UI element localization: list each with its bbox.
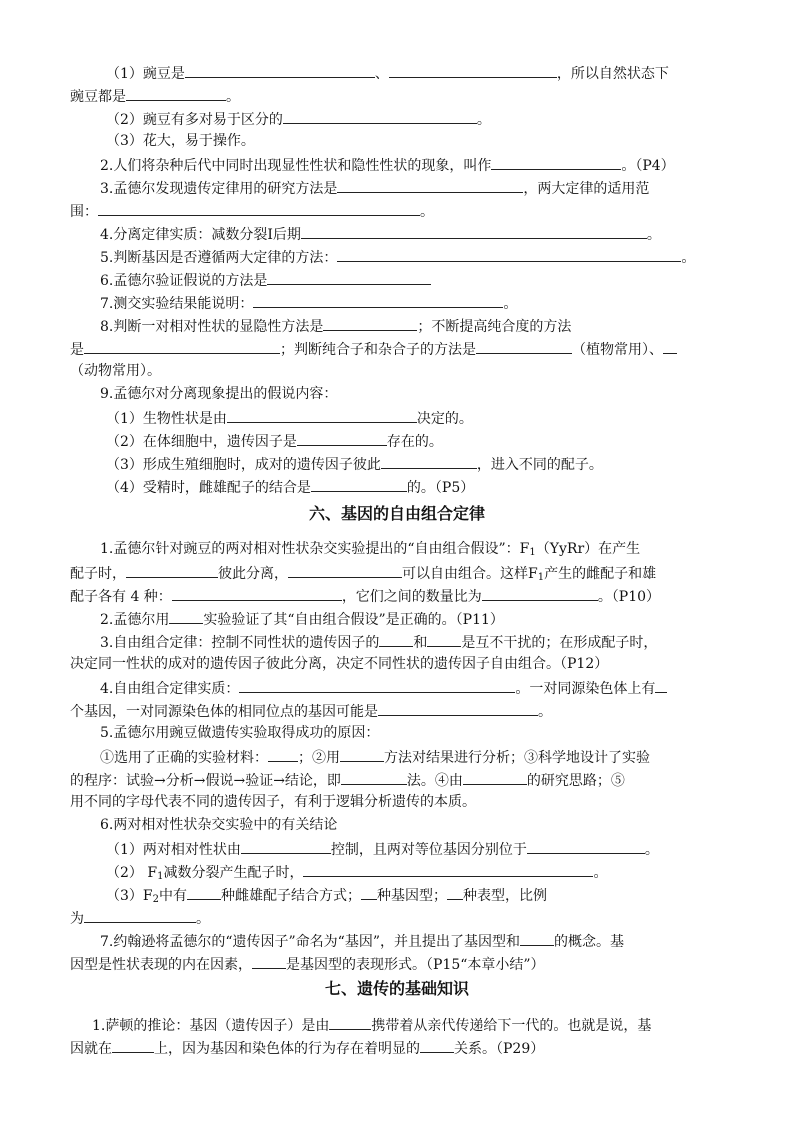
text-line: 7.测交实验结果能说明： 。 <box>100 292 517 312</box>
answer-blank[interactable] <box>463 769 527 785</box>
text-line: （1）两对相对性状由 控制，且两对等位基因分别位于 。 <box>106 838 659 858</box>
answer-blank[interactable] <box>84 907 196 923</box>
text-line: 豌豆都是 。 <box>70 85 240 105</box>
text-line: （3）花大，易于操作。 <box>106 133 255 149</box>
text-line: （1）豌豆是 、 ，所以自然状态下 <box>106 62 669 82</box>
answer-blank[interactable] <box>427 631 461 647</box>
answer-blank[interactable] <box>112 1037 154 1053</box>
text-line: 5.判断基因是否遵循两大定律的方法： 。 <box>100 246 695 266</box>
answer-blank[interactable] <box>323 315 417 331</box>
answer-blank[interactable] <box>361 884 377 900</box>
answer-blank[interactable] <box>329 1014 371 1030</box>
answer-blank[interactable] <box>389 62 557 78</box>
text-line: ①选用了正确的实验材料： ；②用 方法对结果进行分析；③科学地设计了实验 <box>100 746 650 766</box>
text-line: 因就在 上，因为基因和染色体的行为存在着明显的 关系。（P29） <box>70 1037 544 1057</box>
text-line: 1.萨顿的推论：基因（遗传因子）是由 携带着从亲代传递给下一代的。也就是说，基 <box>92 1014 651 1034</box>
answer-blank[interactable] <box>126 85 226 101</box>
answer-blank[interactable] <box>378 700 538 716</box>
answer-blank[interactable] <box>476 338 572 354</box>
text-line: 为 。 <box>70 907 210 927</box>
answer-blank[interactable] <box>340 746 384 762</box>
answer-blank[interactable] <box>169 608 203 624</box>
answer-blank[interactable] <box>447 884 463 900</box>
text-line: 2.孟德尔用 实验验证了其“自由组合假设”是正确的。（P11） <box>100 608 504 628</box>
answer-blank[interactable] <box>337 246 681 262</box>
text-line: （3）形成生殖细胞时，成对的遗传因子彼此 ，进入不同的配子。 <box>106 453 603 473</box>
text-line: 3.孟德尔发现遗传定律用的研究方法是 ，两大定律的适用范 <box>100 177 649 197</box>
answer-blank[interactable] <box>227 407 417 423</box>
answer-blank[interactable] <box>297 430 387 446</box>
answer-blank[interactable] <box>520 930 554 946</box>
answer-blank[interactable] <box>491 154 621 170</box>
answer-blank[interactable] <box>655 677 667 693</box>
section-heading: 六、基因的自由组合定律 <box>308 504 485 523</box>
answer-blank[interactable] <box>379 631 413 647</box>
text-line: 配子各有 4 种： ，它们之间的数量比为 。（P10） <box>70 585 660 605</box>
text-line: （4）受精时，雌雄配子的结合是 的。（P5） <box>106 476 474 496</box>
text-line: 的程序：试验→分析→假说→验证→结论，即 法。④由 的研究思路；⑤ <box>70 769 625 789</box>
answer-blank[interactable] <box>185 62 375 78</box>
answer-blank[interactable] <box>527 838 645 854</box>
text-line: 个基因，一对同源染色体的相同位点的基因可能是 。 <box>70 700 552 720</box>
answer-blank[interactable] <box>126 562 218 578</box>
text-line: （2）在体细胞中，遗传因子是 存在的。 <box>106 430 443 450</box>
text-line: 3.自由组合定律：控制不同性状的遗传因子的 和 是互不干扰的；在形成配子时， <box>100 631 657 651</box>
text-line: 6.两对相对性状杂交实验中的有关结论 <box>100 817 338 833</box>
answer-blank[interactable] <box>341 769 407 785</box>
answer-blank[interactable] <box>268 746 298 762</box>
text-line: 7.约翰逊将孟德尔的“遗传因子”命名为“基因”，并且提出了基因型和 的概念。基 <box>100 930 624 950</box>
text-line: $(3)F_2$中有 种雌雄配子结合方式； 种基因型； 种表型，比例 <box>106 884 547 904</box>
section-heading: 七、遗传的基础知识 <box>324 979 469 998</box>
answer-blank[interactable] <box>239 677 515 693</box>
text-line: 2.人们将杂种后代中同时出现显性性状和隐性性状的现象，叫作 。（P4） <box>100 154 675 174</box>
text-line: 4.自由组合定律实质： 。一对同源染色体上有 <box>100 677 667 697</box>
answer-blank[interactable] <box>253 292 503 308</box>
text-line: 围： 。 <box>70 200 434 220</box>
answer-blank[interactable] <box>303 861 593 877</box>
text-line: 1.孟德尔针对豌豆的两对相对性状杂交实验提出的“自由组合假设”：$F_1(YyRr)$在产生 <box>100 541 641 558</box>
text-line: （2）豌豆有多对易于区分的 。 <box>106 108 491 128</box>
answer-blank[interactable] <box>337 177 523 193</box>
answer-blank[interactable] <box>663 338 677 354</box>
answer-blank[interactable] <box>420 1037 454 1053</box>
text-line: （1）生物性状是由 决定的。 <box>106 407 473 427</box>
answer-blank[interactable] <box>381 453 477 469</box>
text-line: 配子时， 彼此分离， 可以自由组合。这样$F_1$产生的雌配子和雄 <box>70 562 656 582</box>
answer-blank[interactable] <box>172 585 342 601</box>
answer-blank[interactable] <box>283 108 477 124</box>
answer-blank[interactable] <box>311 476 407 492</box>
text-line: （动物常用）。 <box>70 363 161 379</box>
text-line: （2） $F_1$减数分裂产生配子时， 。 <box>106 861 607 881</box>
answer-blank[interactable] <box>84 338 280 354</box>
text-line: 决定同一性状的成对的遗传因子彼此分离，决定不同性状的遗传因子自由组合。（P12） <box>70 656 609 672</box>
answer-blank[interactable] <box>482 585 598 601</box>
answer-blank[interactable] <box>267 269 431 285</box>
text-line: 5.孟德尔用豌豆做遗传实验取得成功的原因： <box>100 725 380 741</box>
answer-blank[interactable] <box>187 884 221 900</box>
text-line: 因型是性状表现的内在因素， 是基因型的表现形式。（P15“本章小结”） <box>70 953 545 973</box>
text-line: 6.孟德尔验证假说的方法是 <box>100 269 431 289</box>
answer-blank[interactable] <box>288 562 402 578</box>
text-line: 4.分离定律实质：减数分裂Ⅰ后期 。 <box>100 223 661 243</box>
answer-blank[interactable] <box>98 200 420 216</box>
text-line: 8.判断一对相对性状的显隐性方法是 ；不断提高纯合度的方法 <box>100 315 571 335</box>
answer-blank[interactable] <box>241 838 331 854</box>
answer-blank[interactable] <box>301 223 647 239</box>
text-line: 是 ；判断纯合子和杂合子的方法是 （植物常用）、 <box>70 338 677 358</box>
answer-blank[interactable] <box>252 953 286 969</box>
text-line: 用不同的字母代表不同的遗传因子，有利于逻辑分析遗传的本质。 <box>70 794 476 810</box>
text-line: 9.孟德尔对分离现象提出的假说内容： <box>100 386 338 402</box>
